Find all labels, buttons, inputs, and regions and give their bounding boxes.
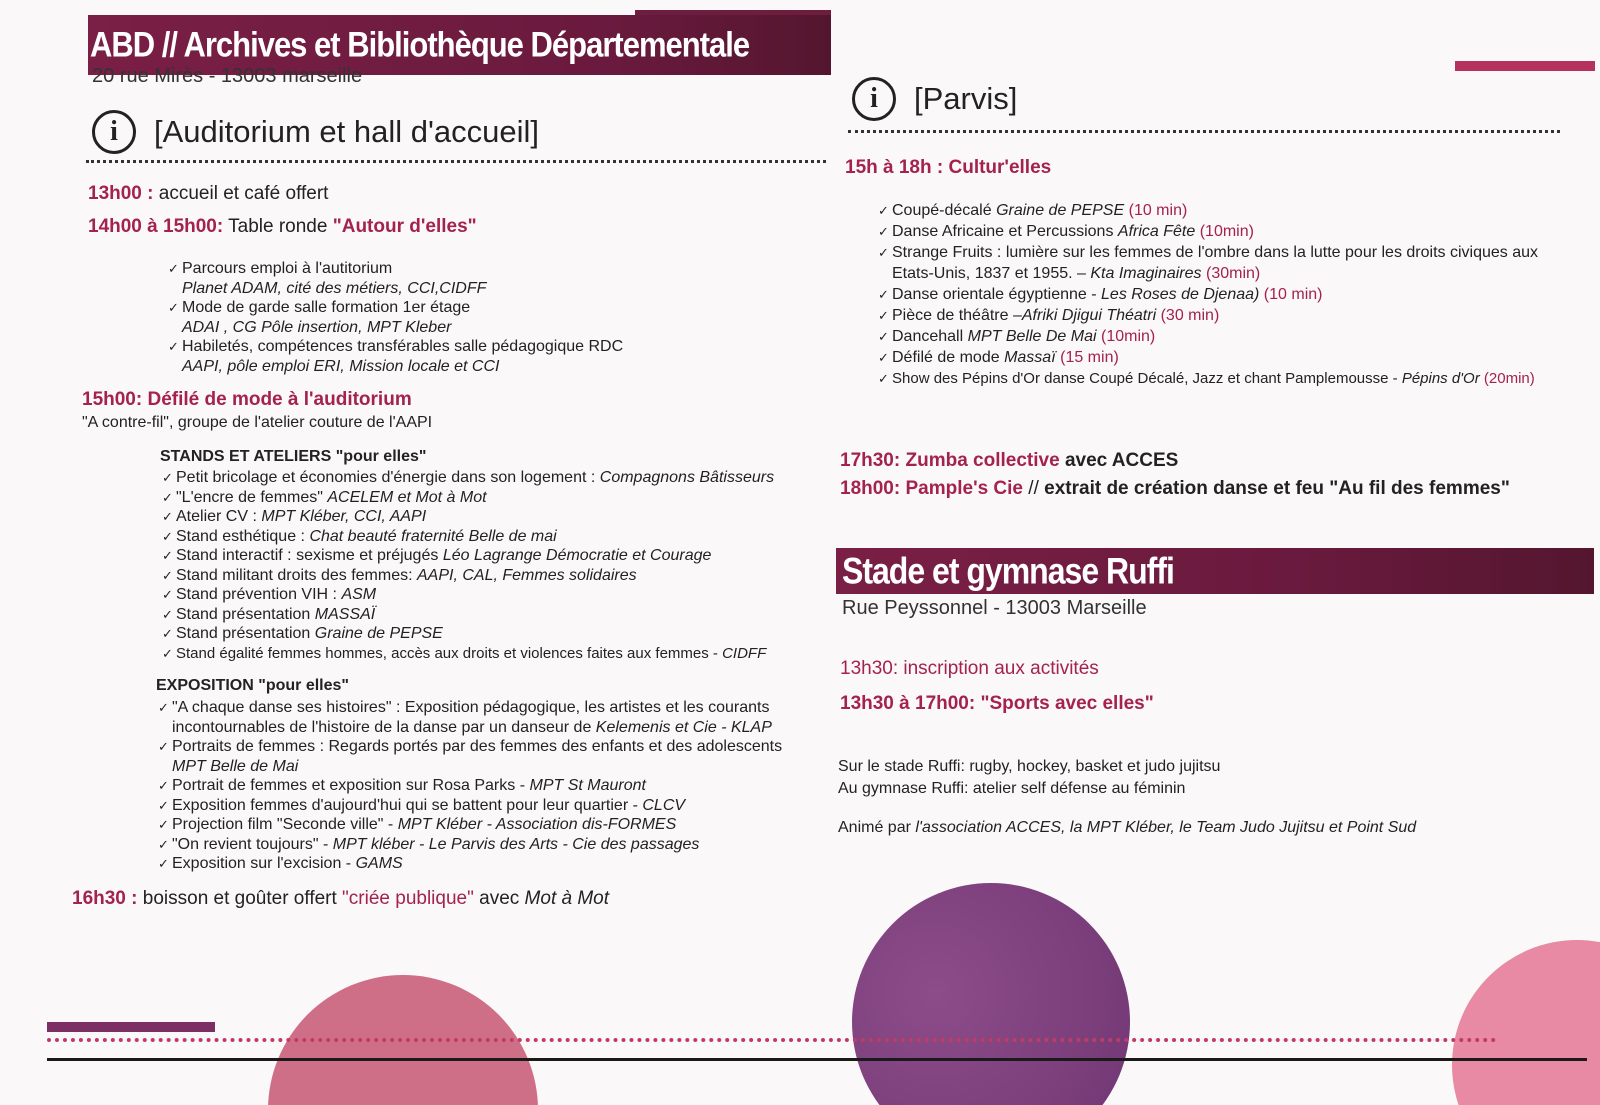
list-item: ✓ Show des Pépins d'Or danse Coupé Décalé, Jazz et chant Pamplemousse - Pépins d'Or (20min) <box>878 370 1535 387</box>
time-label: 14h00 à 15h00: <box>88 216 224 237</box>
check-icon: ✓ <box>162 489 173 505</box>
schedule-text: accueil et café offert <box>158 183 329 204</box>
check-icon: ✓ <box>878 329 889 344</box>
list-item: ✓ Danse orientale égyptienne - Les Roses de Djenaa) (10 min) <box>878 286 1323 303</box>
stade-13h30-inscription: 13h30: inscription aux activités <box>840 658 1099 679</box>
stade-13h30-17h00: 13h30 à 17h00: "Sports avec elles" <box>840 693 1154 714</box>
list-item: ✓ Habiletés, compétences transférables salle pédagogique RDC AAPI, pôle emploi ERI, Mission locale et CCI <box>168 338 624 375</box>
parvis-title: [Parvis] <box>914 81 1018 116</box>
check-icon: ✓ <box>162 567 173 583</box>
bottom-rule <box>47 1058 1587 1061</box>
table-ronde-list <box>168 259 623 376</box>
list-item: ✓ Danse Africaine et Percussions Africa Fête (10min) <box>878 223 1254 240</box>
event-title: 15h00: Défilé de mode à l'auditorium <box>82 389 412 410</box>
check-icon: ✓ <box>162 470 173 485</box>
auditorium-heading <box>92 110 539 154</box>
exposition-heading: EXPOSITION "pour elles" <box>156 677 349 694</box>
list-item: ✓ Projection film "Seconde ville" - MPT Kléber - Association dis-FORMES <box>158 816 677 833</box>
check-icon: ✓ <box>158 797 169 813</box>
list-item: ✓ Portrait de femmes et exposition sur Rosa Parks - MPT St Mauront <box>158 777 646 794</box>
schedule-16h30: 16h30 : boisson et goûter offert "criée publique" avec Mot à Mot <box>72 888 610 909</box>
stade-detail-2: Au gymnase Ruffi: atelier self défense au féminin <box>838 780 1186 797</box>
check-icon: ✓ <box>162 509 173 524</box>
check-icon: ✓ <box>162 645 173 661</box>
schedule-13h00 <box>88 183 328 205</box>
auditorium-title: [Auditorium et hall d'accueil] <box>154 114 540 149</box>
check-icon: ✓ <box>162 606 173 622</box>
list-item: ✓ Parcours emploi à l'autitorium Planet ADAM, cité des métiers, CCI,CIDFF <box>168 260 487 297</box>
list-item: ✓ Défilé de mode Massaï (15 min) <box>878 349 1119 366</box>
stands-heading: STANDS ET ATELIERS "pour elles" <box>160 448 427 465</box>
check-icon: ✓ <box>878 224 889 239</box>
time-label: 16h30 : <box>72 888 138 909</box>
event-title: "Autour d'elles" <box>332 216 477 237</box>
check-icon: ✓ <box>878 350 889 365</box>
list-item: ✓ Stand interactif : sexisme et préjugés Léo Lagrange Démocratie et Courage <box>162 547 712 564</box>
top-right-deco-bar <box>1455 61 1595 71</box>
exposition-list <box>158 698 782 874</box>
check-icon: ✓ <box>878 245 889 260</box>
list-item: ✓ Strange Fruits : lumière sur les femmes de l'ombre dans la lutte pour les droits civiques aux <box>878 244 1538 261</box>
info-icon: i <box>92 110 136 154</box>
defile-subtitle: "A contre-fil", groupe de l'atelier couture de l'AAPI <box>82 414 433 431</box>
list-item: ✓ Stand esthétique : Chat beauté fraternité Belle de mai <box>162 527 557 545</box>
list-item: Etats-Unis, 1837 et 1955. – Kta Imaginaires (30min) <box>892 265 1261 282</box>
schedule-14h00 <box>88 216 477 238</box>
schedule-15h-18h: 15h à 18h : Cultur'elles <box>845 157 1052 178</box>
info-icon: i <box>852 77 896 121</box>
check-icon: ✓ <box>158 856 169 871</box>
list-item: ✓ Exposition sur l'excision - GAMS <box>158 855 403 872</box>
stade-title-band <box>836 548 1594 594</box>
check-icon: ✓ <box>168 261 179 276</box>
schedule-15h00 <box>82 389 412 411</box>
schedule-17h30: 17h30: Zumba collective avec ACCES <box>840 450 1179 471</box>
bottom-dotted-line <box>47 1038 1497 1042</box>
decor-circle-right <box>1452 940 1600 1105</box>
schedule-text: Table ronde <box>228 216 328 237</box>
stands-list <box>162 468 774 663</box>
list-item: ✓ "L'encre de femmes" ACELEM et Mot à Mot <box>162 488 487 506</box>
list-item: ✓ Stand égalité femmes hommes, accès aux droits et violences faites aux femmes - CIDFF <box>162 644 767 662</box>
check-icon: ✓ <box>878 308 889 323</box>
abd-address: 20 rue Mirès - 13003 marseille <box>92 65 363 87</box>
stade-animators: Animé par l'association ACCES, la MPT Kléber, le Team Judo Jujitsu et Point Sud <box>838 819 1417 836</box>
check-icon: ✓ <box>158 836 169 852</box>
check-icon: ✓ <box>158 739 169 754</box>
check-icon: ✓ <box>878 287 889 302</box>
list-item: ✓ Mode de garde salle formation 1er étage ADAI , CG Pôle insertion, MPT Kleber <box>168 299 471 336</box>
list-item: ✓ Petit bricolage et économies d'énergie dans son logement : Compagnons Bâtisseurs <box>162 469 775 486</box>
parvis-heading <box>852 77 1017 121</box>
list-item: ✓ "On revient toujours" - MPT kléber - Le Parvis des Arts - Cie des passages <box>158 835 700 853</box>
list-item: ✓ Atelier CV : MPT Kléber, CCI, AAPI <box>162 508 427 525</box>
stade-address: Rue Peyssonnel - 13003 Marseille <box>842 597 1147 619</box>
dotted-divider <box>848 130 1560 133</box>
check-icon: ✓ <box>162 626 173 641</box>
check-icon: ✓ <box>168 339 179 354</box>
list-item: ✓ Stand présentation MASSAÏ <box>162 605 376 623</box>
list-item: ✓ Dancehall MPT Belle De Mai (10min) <box>878 328 1156 345</box>
list-item: ✓ Exposition femmes d'aujourd'hui qui se battent pour leur quartier - CLCV <box>158 796 686 814</box>
list-item: ✓ "A chaque danse ses histoires" : Exposition pédagogique, les artistes et les courants incontournables de l'histoire de la danse par un danseur de Kelemenis et Cie - KLAP <box>158 699 772 736</box>
list-item: ✓ Stand prévention VIH : ASM <box>162 586 377 603</box>
decor-circle-center <box>852 883 1130 1105</box>
dotted-divider <box>86 160 826 163</box>
check-icon: ✓ <box>162 528 173 544</box>
check-icon: ✓ <box>158 817 169 832</box>
bottom-left-deco-bar <box>47 1022 215 1032</box>
check-icon: ✓ <box>158 700 169 715</box>
check-icon: ✓ <box>878 203 889 218</box>
stade-detail-1: Sur le stade Ruffi: rugby, hockey, basket et judo jujitsu <box>838 758 1221 775</box>
parvis-list <box>878 200 1538 389</box>
check-icon: ✓ <box>168 300 179 315</box>
list-item: ✓ Portraits de femmes : Regards portés par des femmes des enfants et des adolescents MPT Belle de Mai <box>158 738 783 775</box>
list-item: ✓ Coupé-décalé Graine de PEPSE (10 min) <box>878 202 1188 219</box>
abd-title: ABD // Archives et Bibliothèque Départementale <box>90 24 750 65</box>
stade-title: Stade et gymnase Ruffi <box>842 550 1174 592</box>
list-item: ✓ Stand militant droits des femmes: AAPI, CAL, Femmes solidaires <box>162 566 637 584</box>
time-label: 13h00 : <box>88 183 154 204</box>
schedule-18h00: 18h00: Pample's Cie // extrait de création danse et feu "Au fil des femmes" <box>840 478 1510 499</box>
check-icon: ✓ <box>162 548 173 563</box>
list-item: ✓ Pièce de théâtre –Afriki Djigui Théatri (30 min) <box>878 307 1220 324</box>
check-icon: ✓ <box>158 778 169 793</box>
check-icon: ✓ <box>162 587 173 602</box>
list-item: ✓ Stand présentation Graine de PEPSE <box>162 625 443 642</box>
check-icon: ✓ <box>878 371 889 386</box>
